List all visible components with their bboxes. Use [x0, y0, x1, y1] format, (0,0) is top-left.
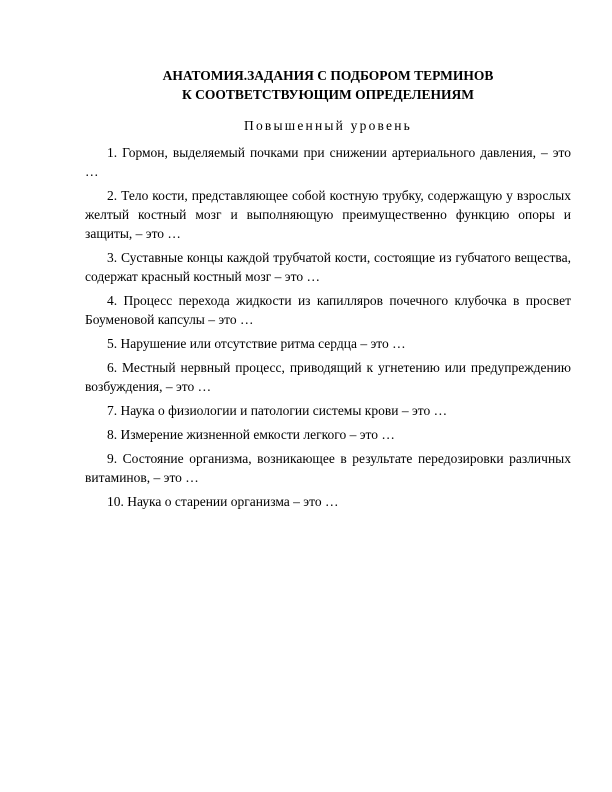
level-subtitle: Повышенный уровень: [244, 118, 412, 133]
question-item: 4. Процесс перехода жидкости из капилляров почечного клубочка в просвет Боуменовой капсулы – это …: [85, 293, 571, 327]
question-item: 5. Нарушение или отсутствие ритма сердца – это …: [107, 336, 406, 351]
title-line-2: К СООТВЕТСТВУЮЩИМ ОПРЕДЕЛЕНИЯМ: [181, 87, 475, 102]
question-item: 7. Наука о физиологии и патологии системы крови – это …: [107, 403, 448, 418]
title-line-1: АНАТОМИЯ.ЗАДАНИЯ С ПОДБОРОМ ТЕРМИНОВ: [162, 68, 494, 83]
question-item: 8. Измерение жизненной емкости легкого – это …: [107, 427, 395, 442]
question-item: 2. Тело кости, представляющее собой костную трубку, содержащую у взрослых желтый костный мозг и выполняющую преимущественно функцию опоры и защиты, – это …: [85, 188, 571, 241]
question-item: 10. Наука о старении организма – это …: [107, 494, 339, 509]
question-item: 1. Гормон, выделяемый почками при снижении артериального давления, – это …: [85, 145, 571, 179]
document-page: [85, 66, 571, 516]
question-item: 9. Состояние организма, возникающее в результате передозировки различных витаминов, – это …: [85, 451, 571, 485]
question-item: 3. Суставные концы каждой трубчатой кости, состоящие из губчатого вещества, содержат красный костный мозг – это …: [85, 250, 571, 284]
question-item: 6. Местный нервный процесс, приводящий к угнетению или предупреждению возбуждения, – это …: [85, 360, 571, 394]
document-title: [85, 66, 571, 104]
